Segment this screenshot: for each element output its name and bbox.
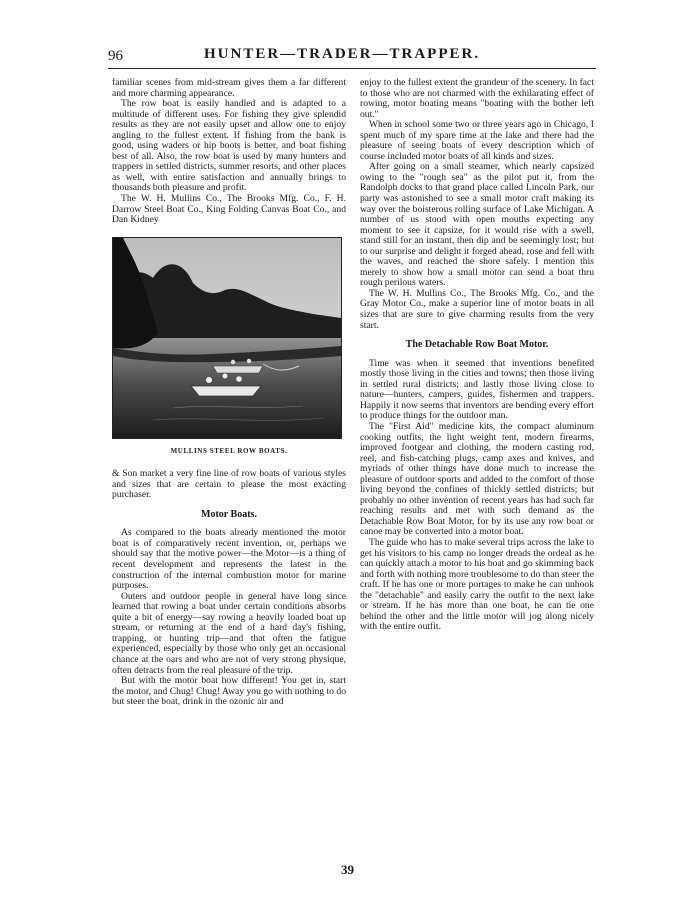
paragraph: After going on a small steamer, which nearly capsized owing to the "rough sea" as the pilot put it, from the Randolph docks to that grand place called Lincoln Park, our party was astonished to see a small motor craft making its way over the boisterous rolling surface of Lake Michigan. A number of us stood with open mouths expecting any moment to see it capsize, for it would rise with a swell, stand still for an instant, then dip and be seemingly lost; but to our surprise and delight it forged ahead, rose and fell with the waves, and reached the shore safely. I mention this merely to show how a small motor can send a boat thru rough perilous waters. [360,161,594,289]
footer-page-number: 39 [341,862,354,877]
row-boats-photo [112,237,342,439]
paragraph: familiar scenes from mid-stream gives them a far different and more charming appearance. [112,77,346,99]
paragraph: The W. H. Mullins Co., The Brooks Mfg. Co., and the Gray Motor Co., make a superior line of motor boats in all sizes that are sure to give charming results from the very start. [360,287,594,331]
paragraph: The W. H. Mullins Co., The Brooks Mfg. Co., F. H. Darrow Steel Boat Co., King Folding Canvas Boat Co., and Dan Kidney [112,193,346,226]
photo-caption: MULLINS STEEL ROW BOATS. [170,446,288,455]
paragraph: When in school some two or three years ago in Chicago, I spent much of my spare time at the lake and there had the pleasure of seeing boats of every description which of course included motor boats of all kinds and sizes. [360,119,594,162]
section-heading: The Detachable Row Boat Motor. [405,339,549,351]
paragraph: The row boat is easily handled and is adapted to a multitude of different uses. For fishing they give splendid results as they are not easily upset and allow one to enjoy angling to the fullest extent. If fishing from the bank is good, using waders or hip boots is better, and boat fishing best of all. Also, the row boat is used by many hunters and trappers in settled districts, summer resorts, and other places as well, with entire satisfaction and annually brings to thousands both pleasure and profit. [112,98,346,194]
paragraph: enjoy to the fullest extent the grandeur of the scenery. In fact to those who are not charmed with the exhilarating effect of rowing, motor boating means "boating with the bother left out." [360,77,594,120]
paragraph: Outers and outdoor people in general have long since learned that rowing a boat under certain conditions absorbs quite a bit of energy—say rowing a heavily loaded boat up stream, or returning at the end of a hard day's fishing, trapping, or hunting trip—and that often the fatigue experienced, especially by those who only get an occasional chance at the oars and who are not of very strong physique, often detracts from the real pleasure of the trip. [112,590,346,676]
paragraph: But with the motor boat how different! You get in, start the motor, and Chug! Chug! Away you go with nothing to do but steer the boat, drink in the ozonic air and [112,675,346,708]
photo-figure [112,237,346,457]
header-page-number: 96 [108,48,123,64]
right-column [360,78,594,633]
paragraph: As compared to the boats already mentioned the motor boat is of comparatively recent invention, or, perhaps we should say that the motive power—the Motor—is a thing of recent development and represents the latest in the construction of the internal combustion motor for marine purposes. [112,527,346,592]
paragraph: The guide who has to make several trips across the lake to get his visitors to his camp no longer dreads the ordeal as he can quickly attach a motor to his boat and go skimming back and forth with nothing more troublesome to do than steer the craft. If he has one or more portages to make he can unhook the "detachable" and easily carry the outfit to the next lake or stream. If he has more than one boat, he can tie one behind the other and the little motor will jog along nicely with the entire outfit. [360,536,594,633]
paragraph: The "First Aid" medicine kits, the compact aluminum cooking outfits, the light weight tent, modern firearms, improved footgear and clothing, the modern casting rod, reel, and fish-catching plugs, camp axes and knives, and myriads of other things have done much to increase the pleasure of outdoor sports and added to the comfort of those living beyond the confines of thickly settled districts; but probably no other invention of recent years has had such far reaching results and met with such demand as the Detachable Row Boat Motor, for by its use any row boat or canoe may be converted into a motor boat. [360,420,594,538]
paragraph: & Son market a very fine line of row boats of various styles and sizes that are certain to please the most exacting purchaser. [112,468,346,501]
page-header [108,46,596,69]
running-title: HUNTER—TRADER—TRAPPER. [204,46,481,62]
left-column [112,78,346,708]
paragraph: Time was when it seemed that inventions benefited mostly those living in the cities and towns; then those living in settled rural districts; and lastly those living close to nature—hunters, campers, guides, fishermen and trappers. Happily it now seems that inventors are bending every effort to produce things for the outdoor man. [360,357,594,422]
section-heading: Motor Boats. [201,508,257,520]
